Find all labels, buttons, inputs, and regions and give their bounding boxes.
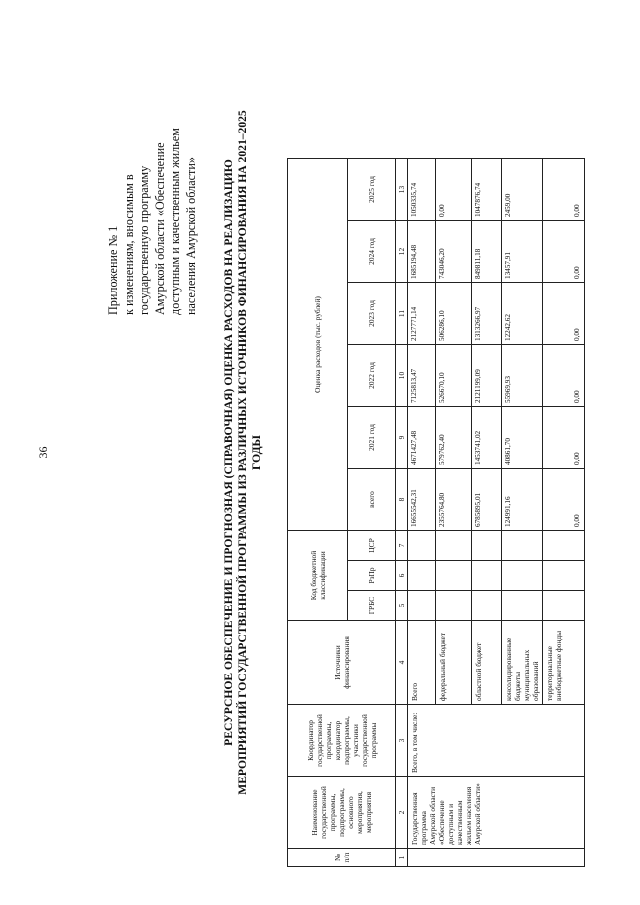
grbs-cell [502,591,543,621]
program-coordinator: Всего, в том числе: [408,705,585,777]
year-2024-cell: 849811,18 [472,221,502,283]
column-index: 6 [396,561,408,591]
csr-cell [502,531,543,561]
appendix-line: населения Амурской области» [183,157,198,315]
financing-table [287,158,585,867]
appendix-line: к изменениям, вносимым в [121,174,136,315]
year-2021-cell: 40861,70 [502,407,543,469]
header-budget-code: Код бюджетной классификации [288,531,348,621]
grbs-cell [543,591,585,621]
csr-cell [408,531,436,561]
total-cell: 2355764,80 [436,469,472,531]
csr-cell [472,531,502,561]
total-cell: 0,00 [543,469,585,531]
year-2024-cell: 13457,91 [502,221,543,283]
year-2025-cell: 0,00 [543,159,585,221]
rzpr-cell [543,561,585,591]
column-index: 1 [396,849,408,867]
year-2025-cell: 2459,00 [502,159,543,221]
source-cell: территориальные внебюджетные фонды [543,621,585,705]
page-number: 36 [36,446,50,459]
header-year-2025: 2025 год [348,159,396,221]
grbs-cell [472,591,502,621]
rzpr-cell [502,561,543,591]
grbs-cell [436,591,472,621]
header-rzpr: РзПр [348,561,396,591]
column-index: 11 [396,283,408,345]
year-2024-cell: 0,00 [543,221,585,283]
column-index: 3 [396,705,408,777]
year-2025-cell: 0,00 [436,159,472,221]
title-line: МЕРОПРИЯТИЙ ГОСУДАРСТВЕННОЙ ПРОГРАММЫ ИЗ РАЗЛИЧНЫХ ИСТОЧНИКОВ ФИНАНСИРОВАНИЯ НА 2021–2025 [236,110,249,795]
year-2022-cell: 2121199,09 [472,345,502,407]
grbs-cell [408,591,436,621]
column-index: 9 [396,407,408,469]
year-2022-cell: 7125813,47 [408,345,436,407]
column-index: 8 [396,469,408,531]
header-row [288,159,348,867]
column-index: 10 [396,345,408,407]
title-line: ГОДЫ [250,435,263,470]
column-index: 7 [396,531,408,561]
header-coordinator: Координатор государственной программы, координатор подпрограммы, участники государственной программы [288,705,396,777]
column-index: 5 [396,591,408,621]
header-grbs: ГРБС [348,591,396,621]
year-2022-cell: 526670,10 [436,345,472,407]
year-2024-cell: 1685194,48 [408,221,436,283]
column-index: 2 [396,777,408,849]
year-2021-cell: 579762,40 [436,407,472,469]
year-2023-cell: 2127771,14 [408,283,436,345]
header-year-2021: 2021 год [348,407,396,469]
header-year-2023: 2023 год [348,283,396,345]
appendix-note [106,15,199,315]
source-cell: Всего [408,621,436,705]
header-year-2022: 2022 год [348,345,396,407]
table-row [408,159,436,867]
year-2024-cell: 743046,20 [436,221,472,283]
csr-cell [543,531,585,561]
rzpr-cell [472,561,502,591]
column-index-row [396,159,408,867]
source-cell: областной бюджет [472,621,502,705]
header-num: № п/п [288,849,396,867]
header-year-2024: 2024 год [348,221,396,283]
header-total: всего [348,469,396,531]
total-cell: 6785895,01 [472,469,502,531]
year-2025-cell: 1050335,74 [408,159,436,221]
title-line: РЕСУРСНОЕ ОБЕСПЕЧЕНИЕ И ПРОГНОЗНАЯ (СПРАВОЧНАЯ) ОЦЕНКА РАСХОДОВ НА РЕАЛИЗАЦИЮ [222,159,235,746]
program-num [408,849,585,867]
year-2023-cell: 12242,62 [502,283,543,345]
rzpr-cell [408,561,436,591]
column-index: 4 [396,621,408,705]
year-2023-cell: 1313266,97 [472,283,502,345]
header-csr: ЦСР [348,531,396,561]
column-index: 12 [396,221,408,283]
source-cell: консолидированные бюджеты муниципальных образований [502,621,543,705]
appendix-line: Амурской области «Обеспечение [152,142,167,315]
header-name: Наименование государственной программы, подпрограммы, основного мероприятия, мероприятия [288,777,396,849]
year-2025-cell: 1047876,74 [472,159,502,221]
year-2021-cell: 4671427,48 [408,407,436,469]
program-name: Государственная программа Амурской области «Обеспечение доступным и качественным жильем населения Амурской области» [408,777,585,849]
year-2022-cell: 0,00 [543,345,585,407]
header-estimate: Оценка расходов (тыс. рублей) [288,159,348,531]
year-2022-cell: 55969,93 [502,345,543,407]
column-index: 13 [396,159,408,221]
total-cell: 124991,16 [502,469,543,531]
header-sources: Источники финансирования [288,621,396,705]
year-2023-cell: 506286,10 [436,283,472,345]
year-2021-cell: 0,00 [543,407,585,469]
appendix-line: государственную программу [137,165,151,315]
appendix-line: Приложение № 1 [106,225,120,315]
year-2023-cell: 0,00 [543,283,585,345]
csr-cell [436,531,472,561]
document-title [222,90,264,815]
rzpr-cell [436,561,472,591]
total-cell: 16655542,31 [408,469,436,531]
appendix-line: доступным и качественным жильем [168,128,182,315]
year-2021-cell: 1453741,02 [472,407,502,469]
source-cell: федеральный бюджет [436,621,472,705]
